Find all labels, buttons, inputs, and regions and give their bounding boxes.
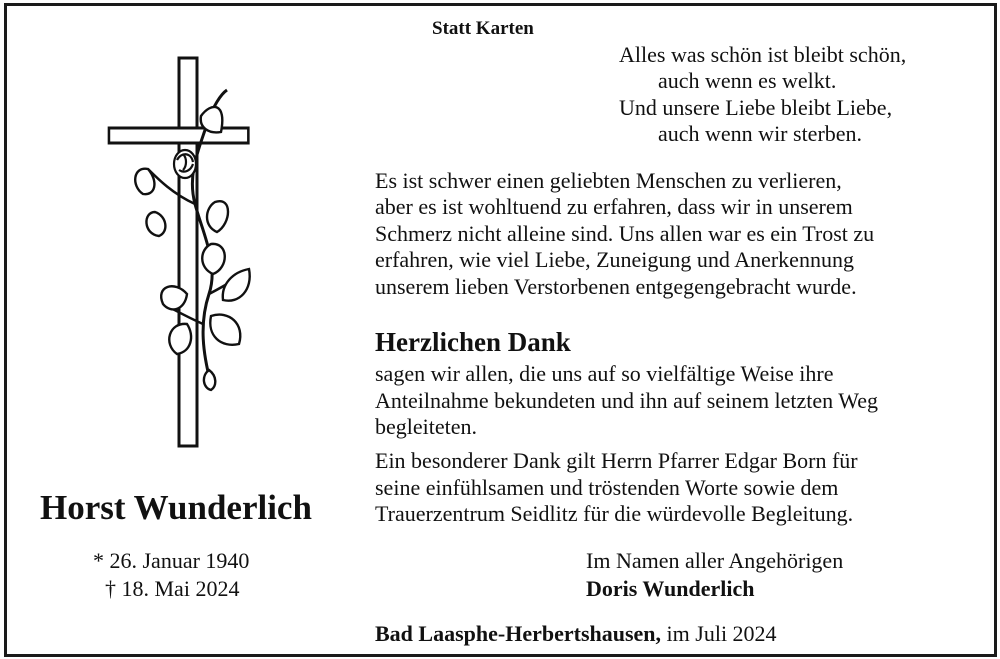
obituary-notice	[4, 3, 997, 657]
paragraph1-line-2: aber es ist wohltuend zu erfahren, dass wir in unserem	[375, 194, 853, 219]
paragraph1-line-5: unserem lieben Verstorbenen entgegengebracht wurde.	[375, 274, 857, 299]
poem-line-1: Alles was schön ist bleibt schön,	[619, 42, 907, 67]
poem-line-3: Und unsere Liebe bleibt Liebe,	[619, 95, 893, 120]
place: Bad Laasphe-Herbertshausen,	[375, 621, 662, 646]
paragraph2-line-3: begleiteten.	[375, 414, 478, 439]
paragraph3-line-1: Ein besonderer Dank gilt Herrn Pfarrer Edgar Born für	[375, 448, 858, 473]
paragraph1-line-3: Schmerz nicht alleine sind. Uns allen war es ein Trost zu	[375, 221, 875, 246]
poem-line-2: auch wenn es welkt.	[658, 68, 837, 93]
heading-herzlichen-dank: Herzlichen Dank	[375, 327, 571, 357]
deceased-name: Horst Wunderlich	[40, 488, 312, 527]
paragraph1-line-1: Es ist schwer einen geliebten Menschen zu verlieren,	[375, 168, 842, 193]
signature-name: Doris Wunderlich	[586, 576, 755, 601]
poem-line-4: auch wenn wir sterben.	[658, 121, 863, 146]
paragraph3-line-3: Trauerzentrum Seidlitz für die würdevolle Begleitung.	[375, 501, 854, 526]
paragraph2-line-1: sagen wir allen, die uns auf so vielfältige Weise ihre	[375, 361, 834, 386]
place-date-line	[375, 621, 777, 647]
header-statt-karten: Statt Karten	[432, 18, 534, 39]
signature-intro: Im Namen aller Angehörigen	[586, 548, 844, 573]
paragraph2-line-2: Anteilnahme bekundeten und ihn auf seinem letzten Weg	[375, 388, 879, 413]
paragraph3-line-2: seine einfühlsamen und tröstenden Worte sowie dem	[375, 475, 839, 500]
death-date: † 18. Mai 2024	[105, 576, 240, 601]
cross-with-rose-icon	[103, 54, 253, 454]
paragraph1-line-4: erfahren, wie viel Liebe, Zuneigung und Anerkennung	[375, 247, 854, 272]
date: im Juli 2024	[666, 621, 777, 646]
birth-date: * 26. Januar 1940	[93, 548, 250, 573]
